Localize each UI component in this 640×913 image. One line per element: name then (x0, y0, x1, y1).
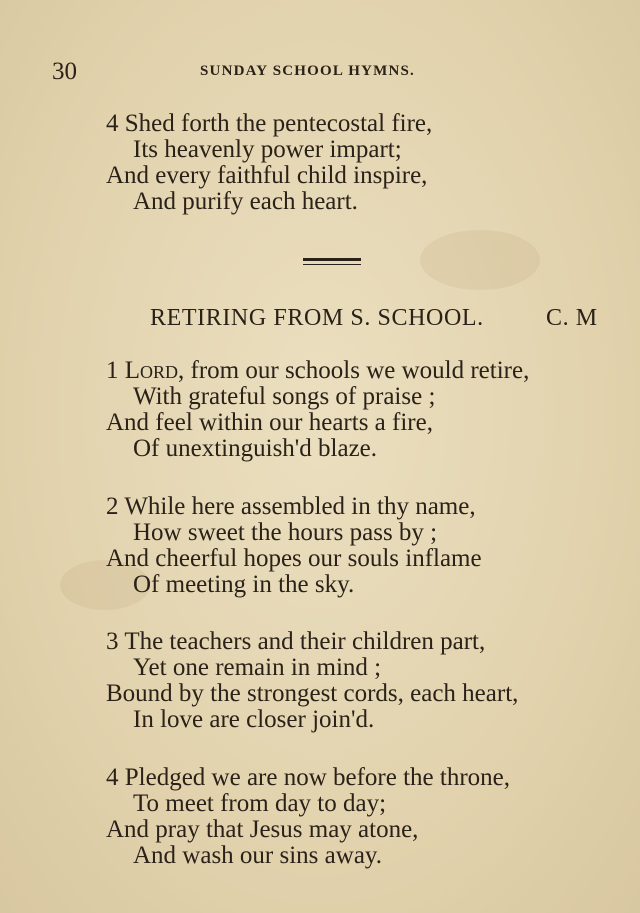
stanza-line: How sweet the hours pass by ; (133, 519, 438, 546)
stanza-line: And purify each heart. (133, 188, 358, 215)
stanza-line: 4 Pledged we are now before the throne, (106, 764, 511, 791)
stanza-line: In love are closer join'd. (133, 706, 375, 733)
section-divider (303, 258, 361, 261)
stanza-number: 4 (106, 764, 119, 791)
stanza-line: And wash our sins away. (133, 842, 383, 869)
paper-stain (420, 230, 540, 290)
stanza-line: To meet from day to day; (133, 790, 387, 817)
stanza-line: 2 While here assembled in thy name, (106, 493, 476, 520)
hymn-title: RETIRING FROM S. SCHOOL. (150, 305, 484, 331)
stanza-line: Of unextinguish'd blaze. (133, 435, 378, 462)
stanza-line: And cheerful hopes our souls inflame (106, 545, 482, 572)
stanza-number: 1 (106, 357, 119, 384)
stanza-line: With grateful songs of praise ; (133, 383, 436, 410)
stanza-number: 3 (106, 628, 119, 655)
stanza-line: Its heavenly power impart; (133, 136, 402, 163)
stanza-line: Of meeting in the sky. (133, 571, 355, 598)
stanza-line: And feel within our hearts a fire, (106, 409, 433, 436)
section-divider (303, 264, 361, 265)
stanza-number: 2 (106, 493, 119, 520)
stanza-line: 3 The teachers and their children part, (106, 628, 486, 655)
first-word: Lord (124, 357, 179, 384)
stanza-number: 4 (106, 110, 119, 137)
page-number: 30 (52, 58, 77, 85)
stanza-line: And pray that Jesus may atone, (106, 816, 419, 843)
stanza-line: 4 Shed forth the pentecostal fire, (106, 110, 433, 137)
stanza-line: 1 Lord, from our schools we would retire, (106, 357, 530, 384)
stanza-line: Yet one remain in mind ; (133, 654, 382, 681)
stanza-line: And every faithful child inspire, (106, 162, 428, 189)
running-title: SUNDAY SCHOOL HYMNS. (200, 63, 416, 79)
hymn-meter: C. M (546, 305, 598, 331)
stanza-line: Bound by the strongest cords, each heart, (106, 680, 519, 707)
